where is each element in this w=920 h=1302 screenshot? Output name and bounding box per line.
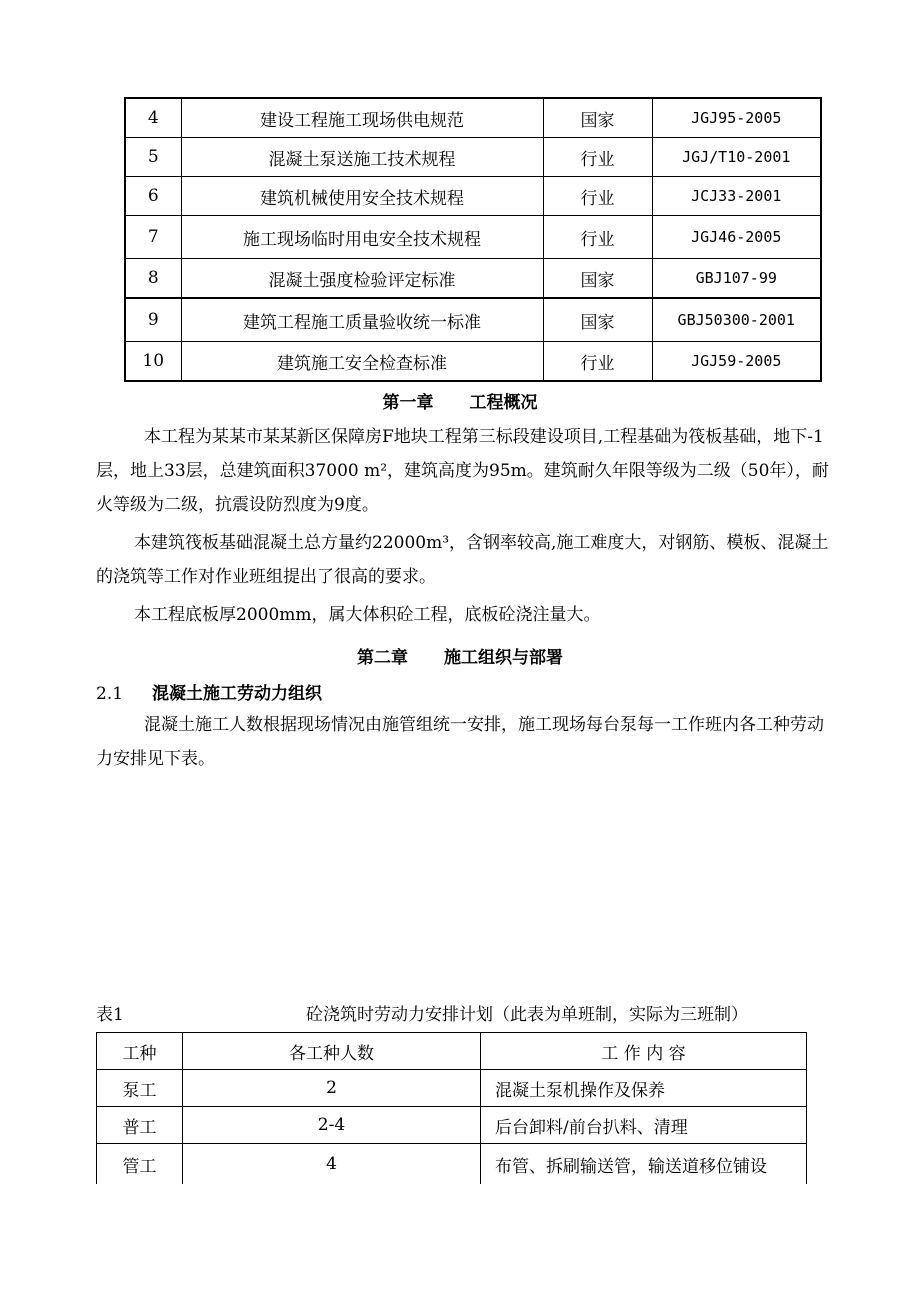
- chapter-title: 工程概况: [469, 393, 538, 413]
- table-caption-title: 砼浇筑时劳动力安排计划（此表为单班制，实际为三班制）: [306, 1005, 748, 1025]
- table-header-row: [97, 1033, 807, 1070]
- standard-code: JGJ95-2005: [652, 98, 821, 138]
- worker-type: 管工: [97, 1144, 183, 1185]
- standard-name: 施工现场临时用电安全技术规程: [181, 216, 543, 259]
- chapter-title: 施工组织与部署: [444, 648, 563, 668]
- standard-name: 建设工程施工现场供电规范: [181, 98, 543, 138]
- standard-code: JCJ33-2001: [652, 177, 821, 216]
- standard-level: 行业: [543, 216, 652, 259]
- standard-name: 混凝土强度检验评定标准: [181, 259, 543, 299]
- row-number: 8: [125, 259, 181, 299]
- standard-level: 行业: [543, 138, 652, 177]
- standard-name: 混凝土泵送施工技术规程: [181, 138, 543, 177]
- worker-count: 4: [183, 1144, 481, 1185]
- chapter-2-heading: [0, 643, 920, 668]
- table-row: [125, 216, 821, 259]
- standard-code: GBJ50300-2001: [652, 298, 821, 342]
- chapter-number: 第二章: [357, 648, 408, 668]
- standard-code: JGJ/T10-2001: [652, 138, 821, 177]
- overview-paragraph-3: 本工程底板厚2000mm，属大体积砼工程，底板砼浇注量大。: [134, 605, 601, 625]
- section-heading: [96, 679, 322, 704]
- work-content: 布管、拆刷输送管，输送道移位铺设: [481, 1144, 807, 1185]
- standard-name: 建筑机械使用安全技术规程: [181, 177, 543, 216]
- section-number: 2.1: [96, 684, 124, 704]
- work-content: 混凝土泵机操作及保养: [481, 1070, 807, 1107]
- table-row: [125, 177, 821, 216]
- header-cell: 各工种人数: [183, 1033, 481, 1070]
- row-number: 9: [125, 298, 181, 342]
- row-number: 4: [125, 98, 181, 138]
- labor-paragraph: 混凝土施工人数根据现场情况由施管组统一安排，施工现场每台泵每一工作班内各工种劳动力安排见下表。: [96, 715, 824, 769]
- table-row: [97, 1107, 807, 1144]
- row-number: 5: [125, 138, 181, 177]
- section-title: 混凝土施工劳动力组织: [152, 684, 322, 704]
- overview-paragraph-2: 本建筑筏板基础混凝土总方量约22000m³，含钢率较高,施工难度大，对钢筋、模板、混凝土的浇筑等工作对作业班组提出了很高的要求。: [96, 533, 829, 587]
- table-caption-label: 表1: [96, 1005, 124, 1025]
- chapter-1-heading: [0, 388, 920, 413]
- header-cell: 工种: [97, 1033, 183, 1070]
- labor-table: [96, 1032, 807, 1184]
- table-row: [97, 1144, 807, 1185]
- standard-code: GBJ107-99: [652, 259, 821, 299]
- table-row: [125, 259, 821, 299]
- standard-name: 建筑工程施工质量验收统一标准: [181, 298, 543, 342]
- standard-level: 行业: [543, 342, 652, 382]
- table-row: [125, 342, 821, 382]
- table-row: [125, 98, 821, 138]
- standard-level: 国家: [543, 298, 652, 342]
- standard-code: JGJ59-2005: [652, 342, 821, 382]
- overview-paragraph-1: 本工程为某某市某某新区保障房F地块工程第三标段建设项目,工程基础为筏板基础，地下-1层，地上33层，总建筑面积37000 m²，建筑高度为95m。建筑耐久年限等级为二级（50年），耐火等级为二级，抗震设防烈度为9度。: [96, 427, 829, 515]
- standard-level: 国家: [543, 98, 652, 138]
- header-cell: 工 作 内 容: [481, 1033, 807, 1070]
- worker-count: 2: [183, 1070, 481, 1107]
- standard-code: JGJ46-2005: [652, 216, 821, 259]
- standard-name: 建筑施工安全检查标准: [181, 342, 543, 382]
- worker-count: 2-4: [183, 1107, 481, 1144]
- row-number: 10: [125, 342, 181, 382]
- worker-type: 普工: [97, 1107, 183, 1144]
- work-content: 后台卸料/前台扒料、清理: [481, 1107, 807, 1144]
- standard-level: 行业: [543, 177, 652, 216]
- table-row: [125, 298, 821, 342]
- table-row: [125, 138, 821, 177]
- chapter-number: 第一章: [382, 393, 434, 413]
- standards-table: [124, 97, 822, 382]
- table-row: [97, 1070, 807, 1107]
- row-number: 6: [125, 177, 181, 216]
- row-number: 7: [125, 216, 181, 259]
- worker-type: 泵工: [97, 1070, 183, 1107]
- standard-level: 国家: [543, 259, 652, 299]
